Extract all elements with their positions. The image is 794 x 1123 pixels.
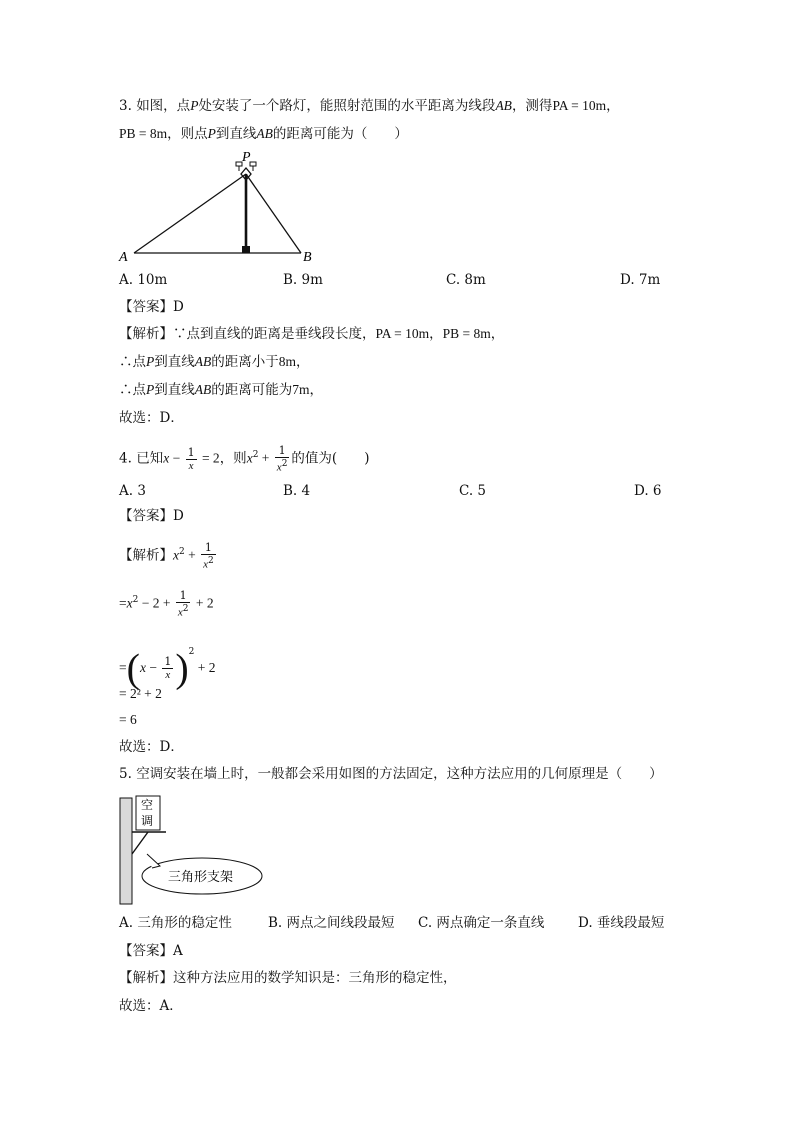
q4-stem: 4. 已知x − $\frac{1}{x}$ = 2，则$x^2$ + $\frac{1}{x^2}$ 的值为( ) xyxy=(119,443,370,474)
q4-option-d: D. 6 xyxy=(634,483,662,499)
callout-pointer xyxy=(147,854,160,868)
callout-text: 三角形支架 xyxy=(168,870,234,885)
q5-aircon-figure xyxy=(116,792,276,907)
q5-option-a: A. 三角形的稳定性 xyxy=(119,915,232,931)
q3-streetlight-figure xyxy=(116,148,316,266)
q3-option-b: B. 9m xyxy=(283,272,323,288)
fraction-1-over-x: $\frac{1}{x}$ xyxy=(187,445,195,472)
q5-option-c: C. 两点确定一条直线 xyxy=(418,915,545,931)
q4-explanation-step0: 【解析】$x^2$ + $\frac{1}{x^2}$ xyxy=(119,540,214,571)
bracket-diagonal xyxy=(132,832,148,854)
q3-answer: 【答案】D xyxy=(119,299,184,315)
q4-explanation-step4: = 6 xyxy=(119,712,137,727)
q5-stem: 5. 空调安装在墙上时，一般都会采用如图的方法固定，这种方法应用的几何原理是（ ） xyxy=(119,766,663,782)
wall xyxy=(120,798,132,904)
q3-option-a: A. 10m xyxy=(119,272,168,288)
segment-PB xyxy=(246,174,301,253)
q4-option-c: C. 5 xyxy=(459,483,487,499)
q3-stem-line2: PB = 8m，则点P到直线AB的距离可能为（ ） xyxy=(119,126,408,142)
q4-explanation-step3: = 2² + 2 xyxy=(119,686,162,701)
segment-PA xyxy=(134,174,246,253)
q3-number: 3. xyxy=(119,98,132,114)
lamp-right-icon xyxy=(250,162,256,171)
q3-option-d: D. 7m xyxy=(620,272,661,288)
aircon-label-top: 空 xyxy=(141,798,154,812)
q4-choose: 故选：D． xyxy=(119,739,184,755)
q4-option-a: A. 3 xyxy=(119,483,146,499)
q3-explanation-line1: 【解析】∵点到直线的距离是垂线段长度，PA = 10m，PB = 8m， xyxy=(119,326,505,342)
label-P: P xyxy=(242,150,251,165)
fraction-1-over-x-squared: $\frac{1}{x^2}$ xyxy=(276,443,288,474)
q4-option-b: B. 4 xyxy=(283,483,311,499)
q5-choose: 故选：A． xyxy=(119,998,183,1014)
label-A: A xyxy=(119,250,128,265)
q4-explanation-step2: =(x − $\frac{1}{x}$ )$^2$ + 2 xyxy=(119,645,216,691)
q5-answer: 【答案】A xyxy=(119,943,183,959)
label-B: B xyxy=(303,250,312,265)
q3-explanation-line2: ∴点P到直线AB的距离小于8m， xyxy=(119,354,310,370)
q5-explanation: 【解析】这种方法应用的数学知识是：三角形的稳定性， xyxy=(119,970,457,986)
q3-choose: 故选：D． xyxy=(119,410,184,426)
q3-stem-line1: 3. 如图，点P处安装了一个路灯，能照射范围的水平距离为线段AB，测得PA = 10m， xyxy=(119,98,620,114)
q5-option-d: D. 垂线段最短 xyxy=(578,915,665,931)
q5-option-b: B. 两点之间线段最短 xyxy=(268,915,395,931)
q3-explanation-line3: ∴点P到直线AB的距离可能为7m， xyxy=(119,382,324,398)
q3-option-c: C. 8m xyxy=(446,272,486,288)
q4-explanation-step1: $=x^2 - 2$ + $\frac{1}{x^2}$ + 2 xyxy=(119,588,214,619)
lamp-base xyxy=(242,246,250,253)
q4-answer: 【答案】D xyxy=(119,508,184,524)
aircon-label-bottom: 调 xyxy=(141,814,154,828)
